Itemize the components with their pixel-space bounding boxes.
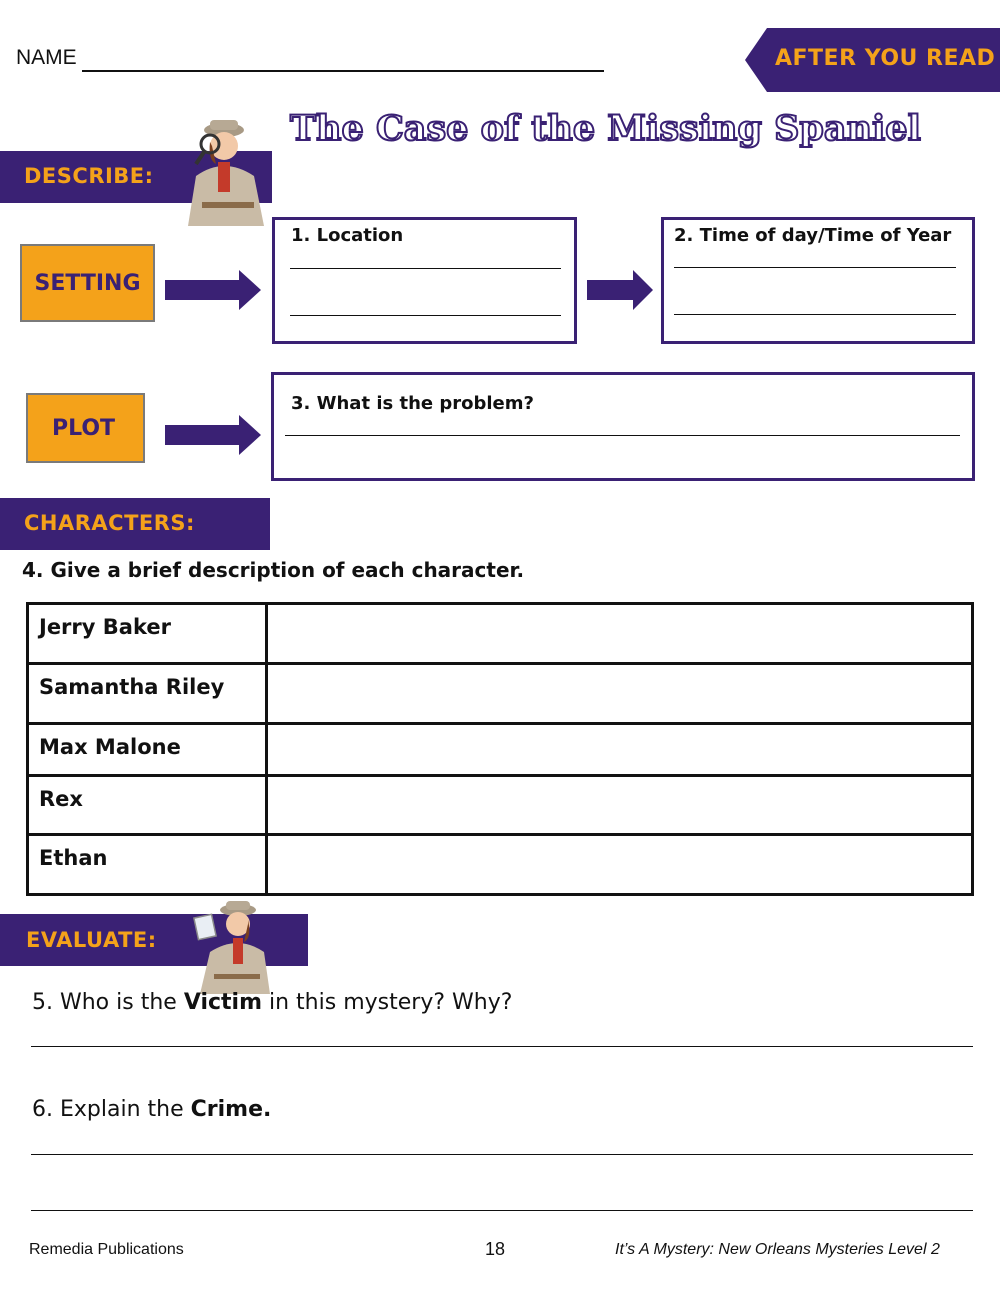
problem-line[interactable] [285,435,960,436]
location-label: 1. Location [291,225,404,246]
question-5-bold: Victim [183,990,263,1015]
answer-line-5[interactable] [31,1046,973,1047]
problem-frame [271,372,975,481]
page-title: The Case of the Missing Spaniel [290,108,921,149]
setting-box: SETTING [20,244,155,322]
detective-paper-icon [186,898,272,994]
answer-line-6b[interactable] [31,1210,973,1211]
character-description-cell[interactable] [267,776,973,835]
problem-label: 3. What is the problem? [291,393,534,414]
character-description-cell[interactable] [267,604,973,664]
table-row [28,664,973,724]
name-label: NAME [16,46,77,69]
location-line-1[interactable] [290,268,561,269]
question-5 [32,990,512,1015]
table-row [28,835,973,895]
character-description-cell[interactable] [267,664,973,724]
footer-publisher: Remedia Publications [29,1241,184,1258]
characters-label: CHARACTERS: [24,511,195,535]
location-line-2[interactable] [290,315,561,316]
table-row [28,776,973,835]
after-you-read-label: AFTER YOU READ [775,46,996,71]
character-description-cell[interactable] [267,835,973,895]
character-name: Ethan [28,835,267,895]
table-row [28,724,973,776]
table-row [28,604,973,664]
answer-line-6a[interactable] [31,1154,973,1155]
character-description-cell[interactable] [267,724,973,776]
arrow-right-icon [165,270,263,310]
characters-instruction: 4. Give a brief description of each character. [22,558,525,582]
question-6 [32,1097,271,1122]
question-6-bold: Crime. [190,1097,272,1122]
character-name: Jerry Baker [28,604,267,664]
arrow-right-icon [587,270,655,310]
plot-box: PLOT [26,393,145,463]
character-name: Rex [28,776,267,835]
time-line-1[interactable] [674,267,956,268]
character-name: Max Malone [28,724,267,776]
character-name: Samantha Riley [28,664,267,724]
footer-page-number: 18 [485,1239,506,1259]
arrow-right-icon [165,415,263,455]
time-label: 2. Time of day/Time of Year [674,225,952,246]
question-5-suffix: in this mystery? Why? [262,990,513,1015]
footer-series: It’s A Mystery: New Orleans Mysteries Level 2 [615,1241,940,1258]
question-5-prefix: 5. Who is the [32,990,184,1015]
describe-label: DESCRIBE: [24,164,154,188]
time-line-2[interactable] [674,314,956,315]
evaluate-label: EVALUATE: [26,928,157,952]
detective-magnifier-icon [166,116,274,228]
name-write-line[interactable] [82,70,604,72]
characters-table [26,602,974,896]
question-6-prefix: 6. Explain the [32,1097,191,1122]
